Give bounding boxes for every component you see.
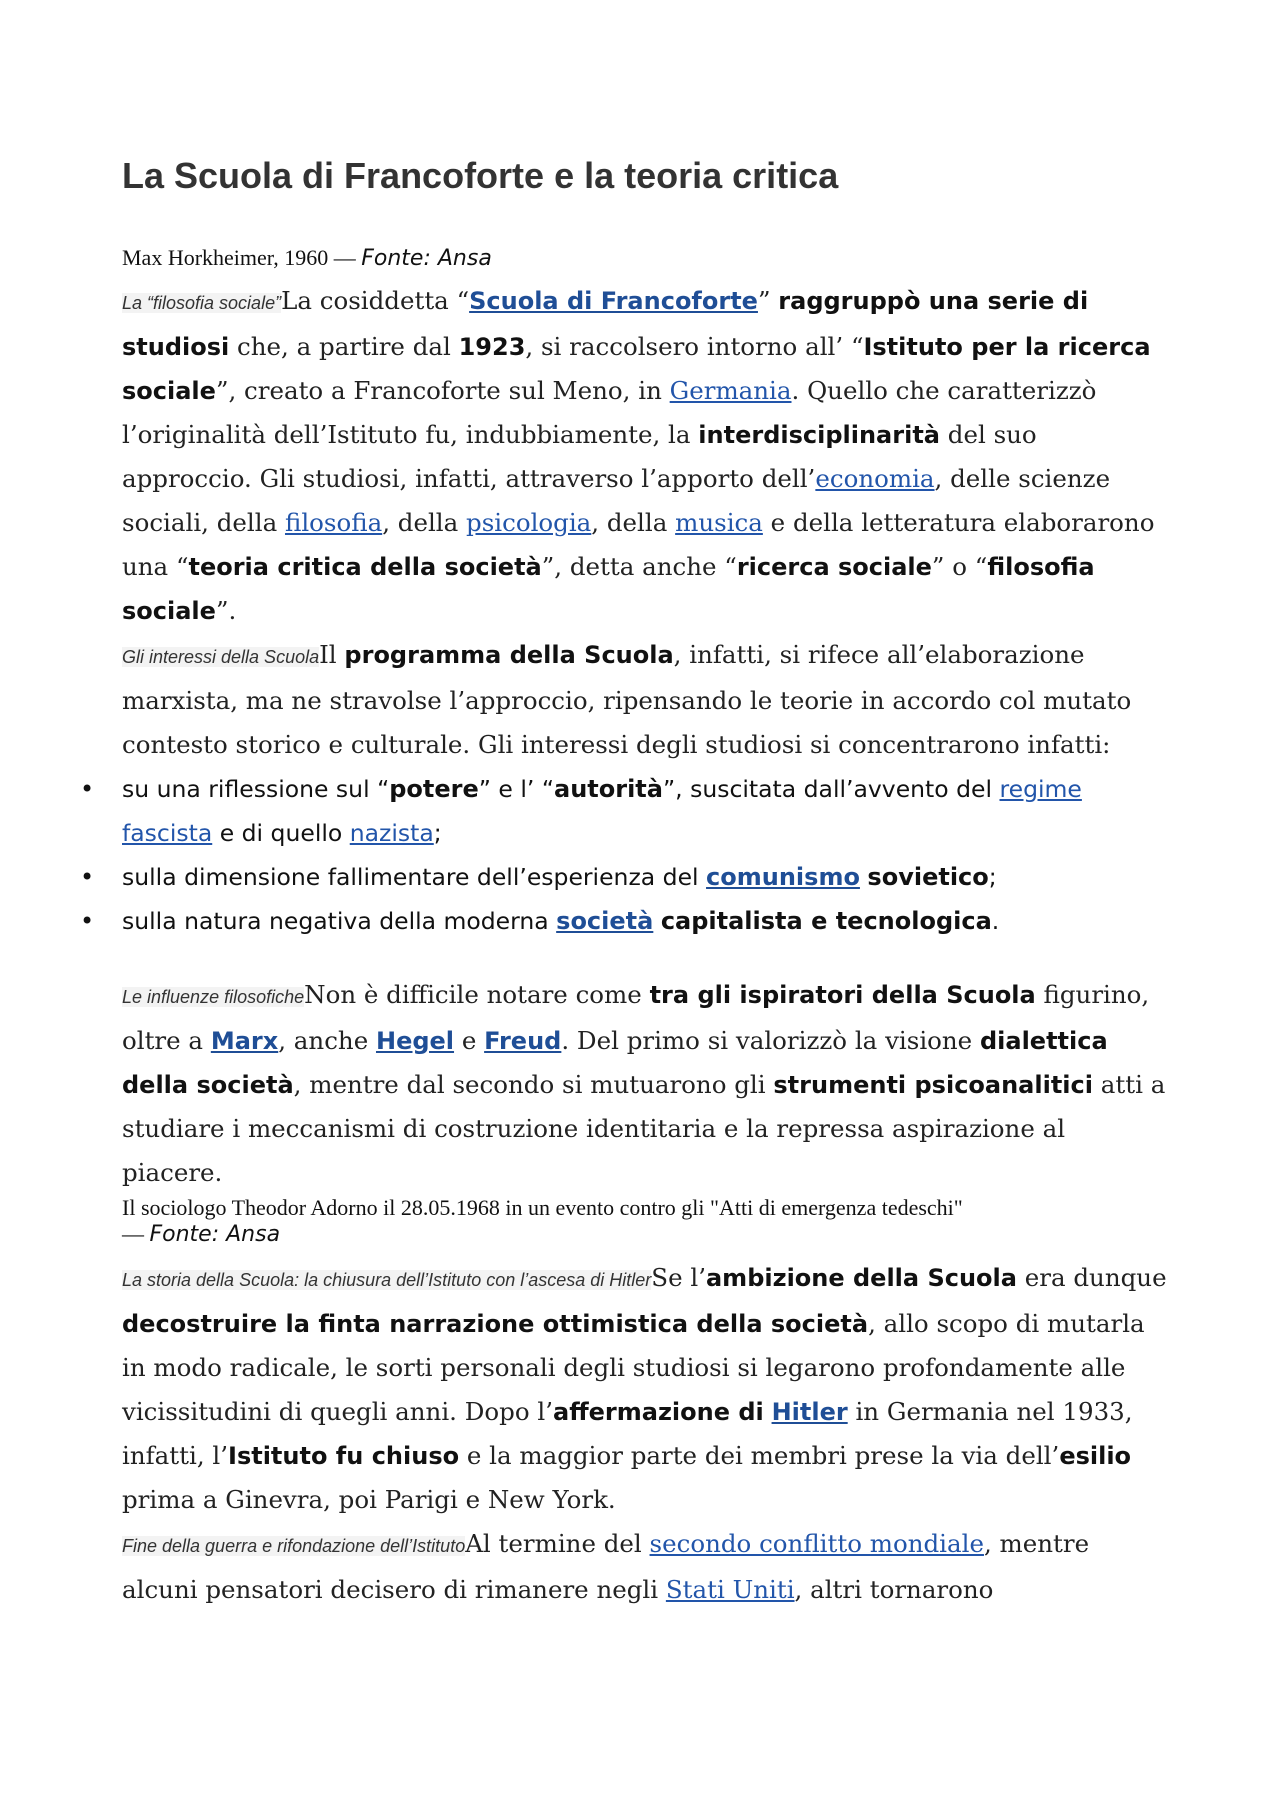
paragraph-filosofia-sociale: La “filosofia sociale”La cosiddetta “Scuola di Francoforte” raggruppò una serie di studiosi che, a partire dal 1923, si raccolsero intorno all’ “Istituto per la ricerca sociale”, creato a Francoforte sul Meno, in Germania. Quello che caratterizzò l’originalità dell’Istituto fu, indubbiamente, la interdisciplinarità del suo approccio. Gli studiosi, infatti, attraverso l’apporto dell’economia, delle scienze sociali, della filosofia, della psicologia, della musica e della letteratura elaborarono una “teoria critica della società”, detta anche “ricerca sociale” o “filosofia sociale”. (122, 286, 1155, 625)
photo-caption-adorno (122, 1195, 1172, 1248)
link-scuola-di-francoforte[interactable]: Scuola di Francoforte (469, 287, 758, 315)
section-label: La storia della Scuola: la chiusura dell’Istituto con l’ascesa di Hitler (122, 1270, 652, 1290)
list-item: • su una riflessione sul “potere” e l’ “autorità”, suscitata dall’avvento del regime fascista e di quello nazista; (80, 775, 1082, 847)
section-label: Fine della guerra e rifondazione dell’Istituto (122, 1536, 466, 1556)
link-stati-uniti[interactable]: Stati Uniti (665, 1575, 795, 1604)
page-title: La Scuola di Francoforte e la teoria critica (122, 155, 839, 196)
link-marx[interactable]: Marx (210, 1027, 279, 1055)
link-freud[interactable]: Freud (484, 1027, 562, 1055)
section-label: Le influenze filosofiche (122, 987, 305, 1007)
paragraph-influenze: Le influenze filosoficheNon è difficile notare come tra gli ispiratori della Scuola figurino, oltre a Marx, anche Hegel e Freud. Del primo si valorizzò la visione dialettica della società, mentre dal secondo si mutuarono gli strumenti psicoanalitici atti a studiare i meccanismi di costruzione identitaria e la repressa aspirazione al piacere. (122, 980, 1166, 1187)
article (80, 150, 1172, 1612)
list-item: • sulla natura negativa della moderna società capitalista e tecnologica. (80, 907, 1000, 935)
link-societa[interactable]: società (556, 907, 654, 935)
section-label: La “filosofia sociale” (122, 293, 282, 313)
link-hegel[interactable]: Hegel (375, 1027, 455, 1055)
link-psicologia[interactable]: psicologia (466, 508, 592, 537)
list-item: • sulla dimensione fallimentare dell’esperienza del comunismo sovietico; (80, 863, 997, 891)
link-economia[interactable]: economia (815, 464, 935, 493)
paragraph-rifondazione: Fine della guerra e rifondazione dell’IstitutoAl termine del secondo conflitto mondiale, mentre alcuni pensatori decisero di rimanere negli Stati Uniti, altri tornarono (122, 1529, 1090, 1604)
photo-caption-text: Max Horkheimer, 1960 — (122, 245, 362, 270)
photo-caption-horkheimer (122, 244, 1172, 273)
link-comunismo[interactable]: comunismo (706, 863, 860, 891)
link-hitler[interactable]: Hitler (771, 1398, 848, 1426)
photo-source: Fonte: Ansa (149, 1222, 281, 1247)
link-nazista[interactable]: nazista (349, 819, 434, 847)
interests-list (80, 767, 1172, 943)
link-regime-fascista[interactable]: regime fascista (122, 775, 1082, 847)
photo-source: Fonte: Ansa (361, 246, 492, 271)
link-germania[interactable]: Germania (669, 376, 792, 405)
link-secondo-conflitto-mondiale[interactable]: secondo conflitto mondiale (649, 1529, 984, 1558)
spacer (122, 943, 1172, 973)
paragraph-interessi: Gli interessi della ScuolaIl programma della Scuola, infatti, si rifece all’elaborazione marxista, ma ne stravolse l’approccio, ripensando le teorie in accordo col mutato contesto storico e culturale. Gli interessi degli studiosi si concentrarono infatti: (122, 640, 1132, 759)
link-filosofia[interactable]: filosofia (284, 508, 383, 537)
photo-caption-text: Il sociologo Theodor Adorno il 28.05.1968 in un evento contro gli "Atti di emergenza tedeschi" (122, 1195, 963, 1220)
caption-dash: — (122, 1221, 150, 1246)
paragraph-storia: La storia della Scuola: la chiusura dell’Istituto con l’ascesa di HitlerSe l’ambizione della Scuola era dunque decostruire la finta narrazione ottimistica della società, allo scopo di mutarla in modo radicale, le sorti personali degli studiosi si legarono profondamente alle vicissitudini di quegli anni. Dopo l’affermazione di Hitler in Germania nel 1933, infatti, l’Istituto fu chiuso e la maggior parte dei membri prese la via dell’esilio prima a Ginevra, poi Parigi e New York. (122, 1263, 1167, 1514)
section-label: Gli interessi della Scuola (122, 647, 320, 667)
link-musica[interactable]: musica (675, 508, 763, 537)
